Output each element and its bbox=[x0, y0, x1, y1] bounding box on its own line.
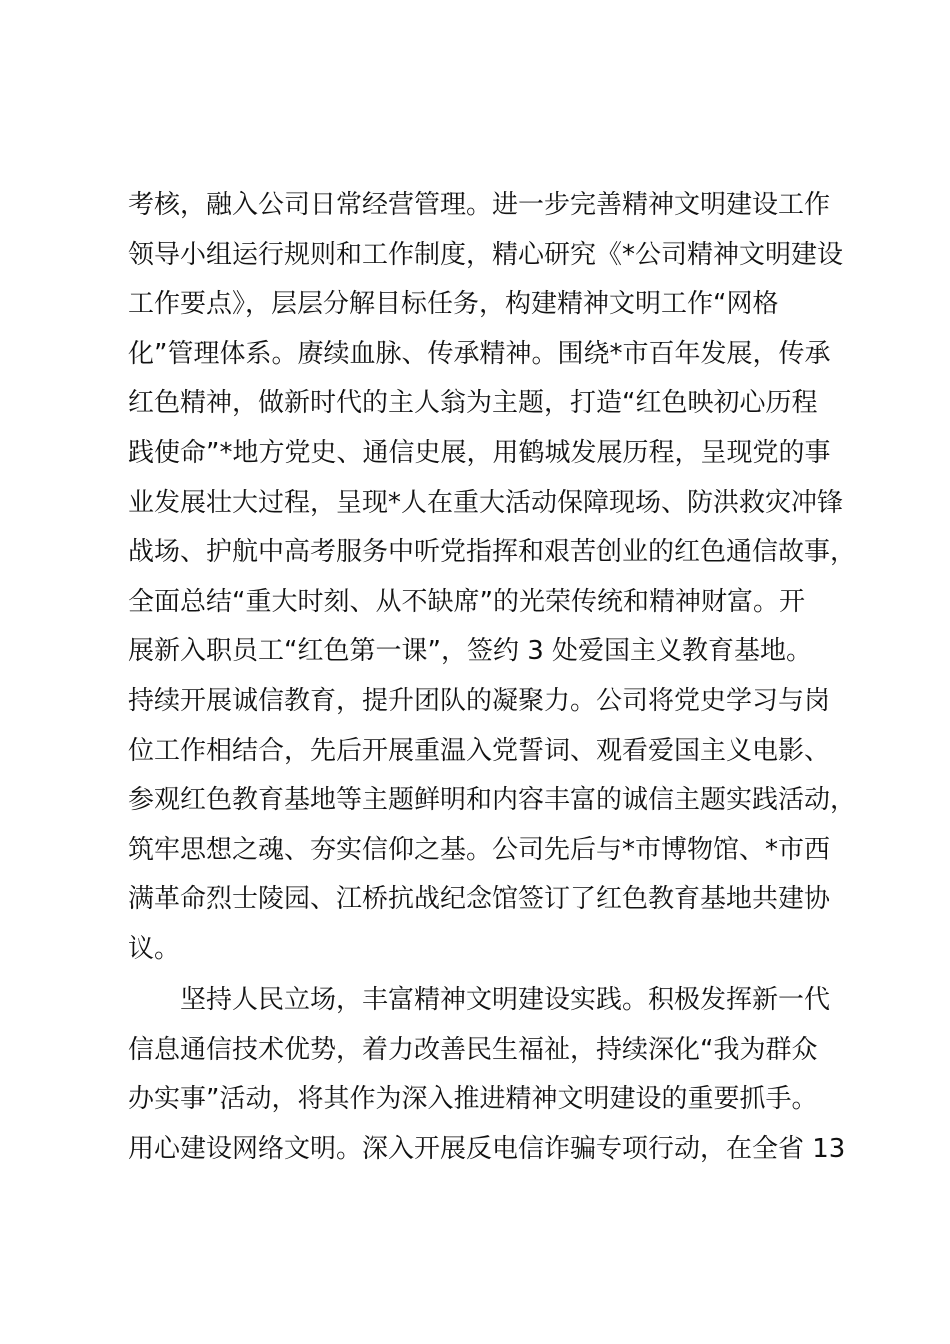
paragraph-line: 展新入职员工“红色第一课”，签约 3 处爱国主义教育基地。 bbox=[128, 636, 813, 667]
paragraph-line: 位工作相结合，先后开展重温入党誓词、观看爱国主义电影、 bbox=[128, 735, 831, 766]
paragraph-2 bbox=[128, 976, 868, 1174]
paragraph-line: 议。 bbox=[128, 933, 181, 964]
paragraph-1 bbox=[128, 181, 868, 975]
paragraph-line: 参观红色教育基地等主题鲜明和内容丰富的诚信主题实践活动， bbox=[128, 785, 857, 816]
paragraph-line: 办实事”活动，将其作为深入推进精神文明建设的重要抓手。 bbox=[128, 1084, 818, 1115]
paragraph-line: 业发展壮大过程，呈现*人在重大活动保障现场、防洪救灾冲锋 bbox=[128, 487, 844, 518]
paragraph-line: 坚持人民立场，丰富精神文明建设实践。积极发挥新一代 bbox=[180, 985, 831, 1015]
paragraph-line: 工作要点》，层层分解目标任务，构建精神文明工作“网格 bbox=[128, 289, 779, 320]
paragraph-line: 考核，融入公司日常经营管理。进一步完善精神文明建设工作 bbox=[128, 190, 831, 220]
paragraph-line: 满革命烈士陵园、江桥抗战纪念馆签订了红色教育基地共建协 bbox=[128, 884, 831, 915]
paragraph-line: 战场、护航中高考服务中听党指挥和艰苦创业的红色通信故事， bbox=[128, 537, 857, 568]
paragraph-line: 用心建设网络文明。深入开展反电信诈骗专项行动，在全省 13 bbox=[128, 1133, 846, 1164]
paragraph-line: 持续开展诚信教育，提升团队的凝聚力。公司将党史学习与岗 bbox=[128, 685, 831, 716]
paragraph-line: 筑牢思想之魂、夯实信仰之基。公司先后与*市博物馆、*市西 bbox=[128, 834, 831, 865]
paragraph-line: 化”管理体系。赓续血脉、传承精神。围绕*市百年发展，传承 bbox=[128, 338, 831, 369]
paragraph-line: 践使命”*地方党史、通信史展，用鹤城发展历程，呈现党的事 bbox=[128, 437, 831, 468]
paragraph-line: 信息通信技术优势，着力改善民生福祉，持续深化“我为群众 bbox=[128, 1034, 818, 1065]
document-body bbox=[128, 181, 868, 1174]
paragraph-line: 全面总结“重大时刻、从不缺席”的光荣传统和精神财富。开 bbox=[128, 586, 805, 617]
paragraph-line: 领导小组运行规则和工作制度，精心研究《*公司精神文明建设 bbox=[128, 239, 844, 270]
paragraph-line: 红色精神，做新时代的主人翁为主题，打造“红色映初心历程 bbox=[128, 388, 818, 419]
